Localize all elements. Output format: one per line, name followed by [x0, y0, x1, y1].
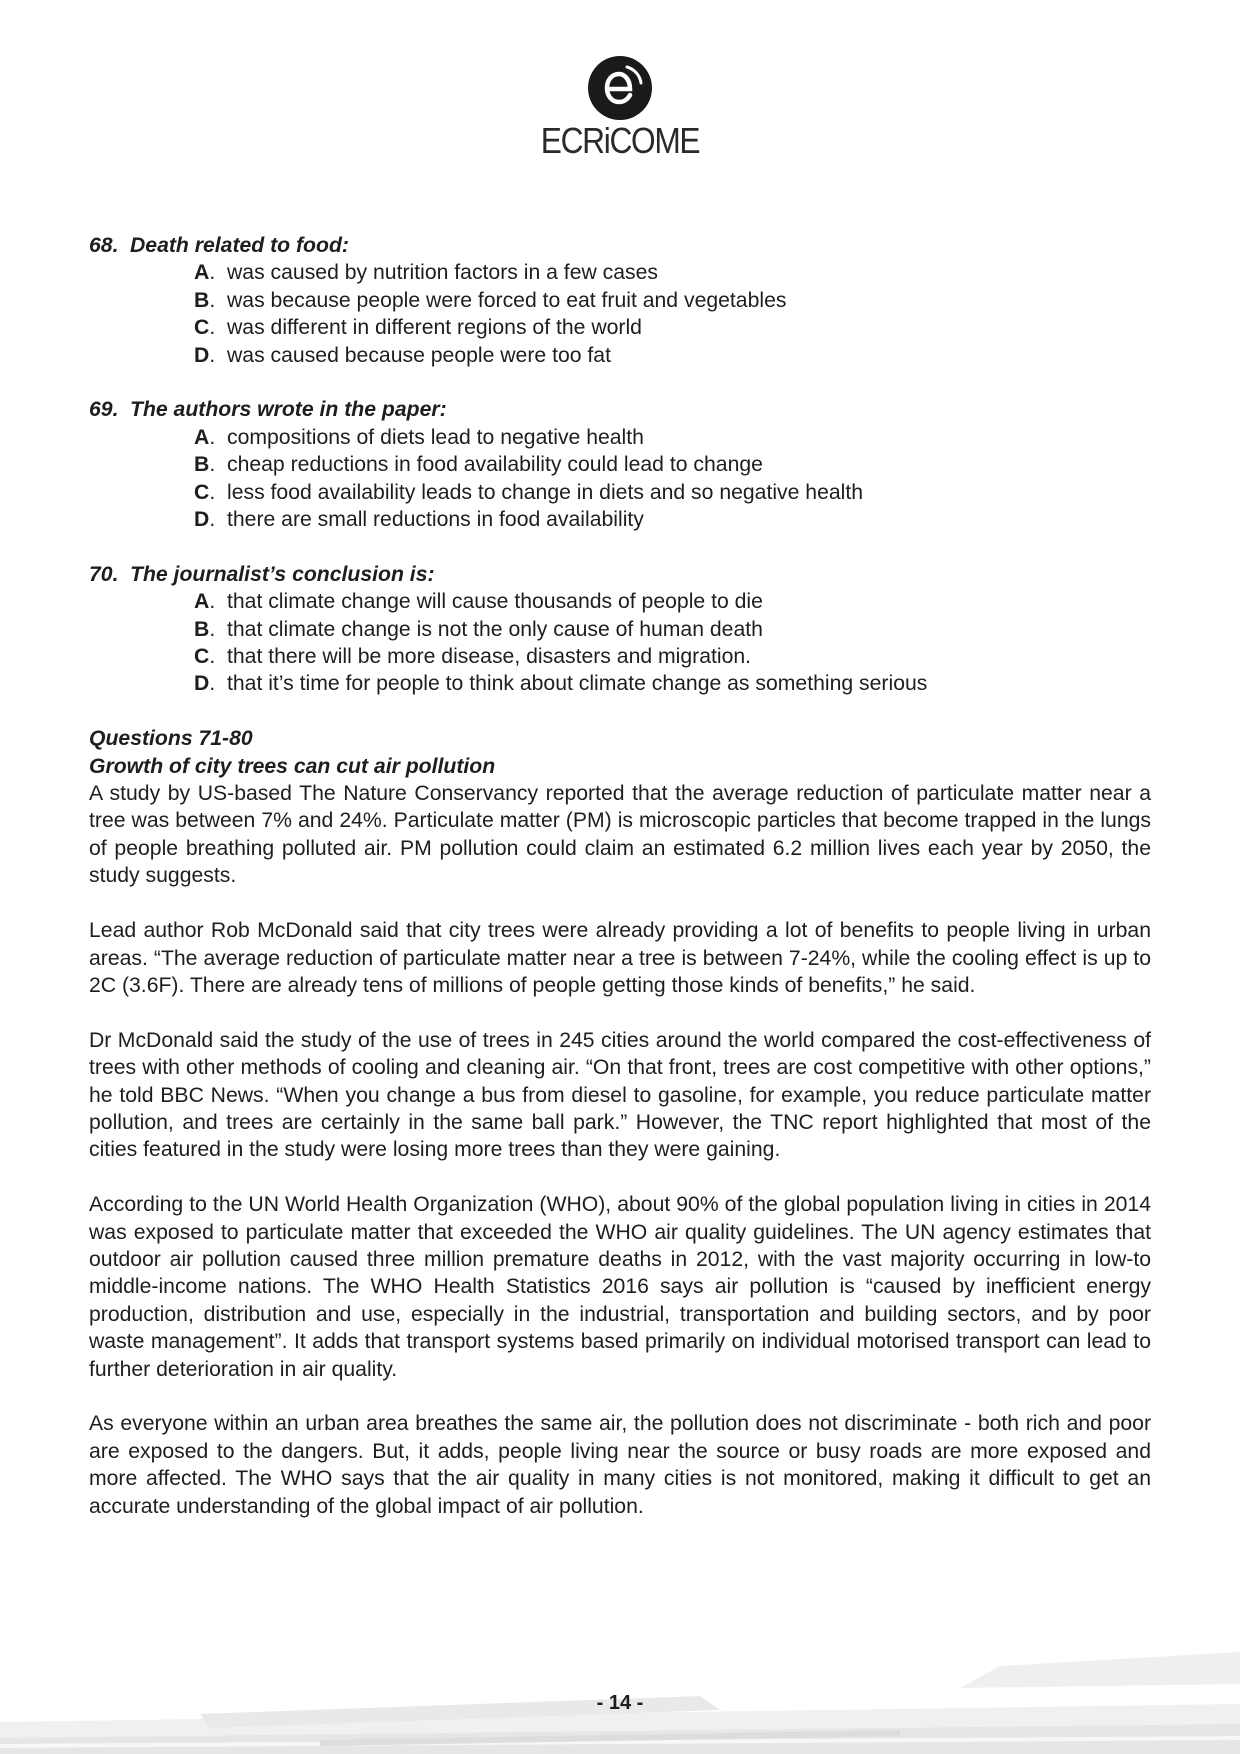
answer-option-d: D. there are small reductions in food availability: [194, 508, 644, 532]
option-letter: B: [194, 617, 210, 641]
answer-option-c: C. less food availability leads to change in diets and so negative health: [194, 480, 864, 504]
question-number: 69.: [89, 398, 119, 422]
answer-option-b: B. that climate change is not the only cause of human death: [194, 617, 763, 641]
option-letter: A: [194, 261, 210, 285]
question-title: [89, 561, 1151, 588]
ecricome-logo: [0, 55, 1240, 161]
passage-paragraph: As everyone within an urban area breathes the same air, the pollution does not discriminate - both rich and poor are exposed to the dangers. But, it adds, people living near the source or busy roads are more exposed and more affected. The WHO says that the air quality in many cities is not monitored, making it difficult to get an accurate understanding of the global impact of air pollution.: [89, 1412, 1151, 1518]
option-text: was caused because people were too fat: [226, 343, 611, 367]
answer-option-b: B. was because people were forced to eat fruit and vegetables: [194, 288, 787, 312]
question-number: 70.: [89, 562, 119, 586]
option-text: less food availability leads to change in diets and so negative health: [226, 480, 864, 504]
answer-option-c: C. that there will be more disease, disasters and migration.: [194, 645, 752, 669]
passage-title: Growth of city trees can cut air pollution: [89, 754, 496, 778]
option-text: there are small reductions in food availability: [226, 508, 644, 532]
question-68: [89, 232, 1151, 369]
answer-option-a: A. compositions of diets lead to negative health: [194, 425, 644, 449]
question-text: Death related to food:: [130, 234, 349, 257]
page-number: - 14 -: [596, 1692, 644, 1714]
answer-option-d: D. was caused because people were too fat: [194, 343, 611, 367]
option-text: compositions of diets lead to negative health: [226, 425, 644, 449]
option-letter: B: [194, 453, 210, 477]
passage-paragraph: A study by US-based The Nature Conservancy reported that the average reduction of particulate matter near a tree was between 7% and 24%. Particulate matter (PM) is microscopic particles that become trapped in the lungs of people breathing polluted air. PM pollution could claim an estimated 6.2 million lives each year by 2050, the study suggests.: [89, 782, 1151, 888]
option-text: that there will be more disease, disasters and migration.: [226, 645, 752, 669]
question-number: 68.: [89, 234, 119, 257]
option-text: was caused by nutrition factors in a few cases: [226, 261, 659, 285]
passage-range-label: Questions 71-80: [89, 727, 253, 751]
option-text: that climate change is not the only cause of human death: [226, 617, 763, 641]
option-letter: C: [194, 645, 210, 669]
logo-wordmark: ECRiCOME: [540, 120, 700, 161]
option-letter: D: [194, 672, 210, 696]
answer-option-b: B. cheap reductions in food availability could lead to change: [194, 453, 763, 477]
passage-paragraph: Lead author Rob McDonald said that city trees were already providing a lot of benefits to people living in urban areas. “The average reduction of particulate matter near a tree is between 7-24%, while the cooling effect is up to 2C (3.6F). There are already tens of millions of people getting those kinds of benefits,” he said.: [89, 919, 1151, 997]
question-title: [89, 232, 1151, 259]
question-69: [89, 396, 1151, 533]
answer-options: [89, 424, 1151, 534]
option-letter: A: [194, 590, 210, 614]
option-letter: B: [194, 288, 210, 312]
answer-options: [89, 259, 1151, 369]
answer-option-a: A. that climate change will cause thousands of people to die: [194, 590, 763, 614]
option-letter: D: [194, 508, 210, 532]
passage-paragraph: According to the UN World Health Organization (WHO), about 90% of the global population living in cities in 2014 was exposed to particulate matter that exceeded the WHO air quality guidelines. The UN agency estimates that outdoor air pollution caused three million premature deaths in 2012, with the vast majority occurring in low-to middle-income nations. The WHO Health Statistics 2016 says air pollution is “caused by inefficient energy production, distribution and use, especially in the industrial, transportation and building sectors, and by poor waste management”. It adds that transport systems based primarily on individual motorised transport can lead to further deterioration in air quality.: [89, 1193, 1151, 1381]
option-text: cheap reductions in food availability could lead to change: [226, 453, 763, 477]
question-title: [89, 396, 1151, 423]
answer-option-a: A. was caused by nutrition factors in a few cases: [194, 261, 659, 285]
option-text: was because people were forced to eat fruit and vegetables: [226, 288, 787, 312]
option-letter: A: [194, 425, 210, 449]
answer-option-c: C. was different in different regions of the world: [194, 316, 642, 340]
question-text: The authors wrote in the paper:: [130, 398, 447, 422]
ecricome-e-icon: [587, 55, 653, 121]
page-content: [89, 232, 1151, 1547]
answer-option-d: D. that it’s time for people to think about climate change as something serious: [194, 672, 928, 696]
option-text: that climate change will cause thousands of people to die: [226, 590, 763, 614]
reading-passage: [89, 725, 1151, 1520]
question-70: [89, 561, 1151, 698]
option-letter: C: [194, 316, 210, 340]
passage-paragraph: Dr McDonald said the study of the use of trees in 245 cities around the world compared the cost-effectiveness of trees with other methods of cooling and cleaning air. “On that front, trees are cost competitive with other options,” he told BBC News. “When you change a bus from diesel to gasoline, for example, you reduce particulate matter pollution, and trees are certainly in the same ball park.” However, the TNC report highlighted that most of the cities featured in the study were losing more trees than they were gaining.: [89, 1028, 1151, 1162]
option-letter: D: [194, 343, 210, 367]
answer-options: [89, 588, 1151, 698]
option-text: that it’s time for people to think about climate change as something serious: [226, 672, 928, 696]
option-text: was different in different regions of the world: [226, 316, 642, 340]
question-text: The journalist’s conclusion is:: [130, 562, 435, 586]
option-letter: C: [194, 480, 210, 504]
